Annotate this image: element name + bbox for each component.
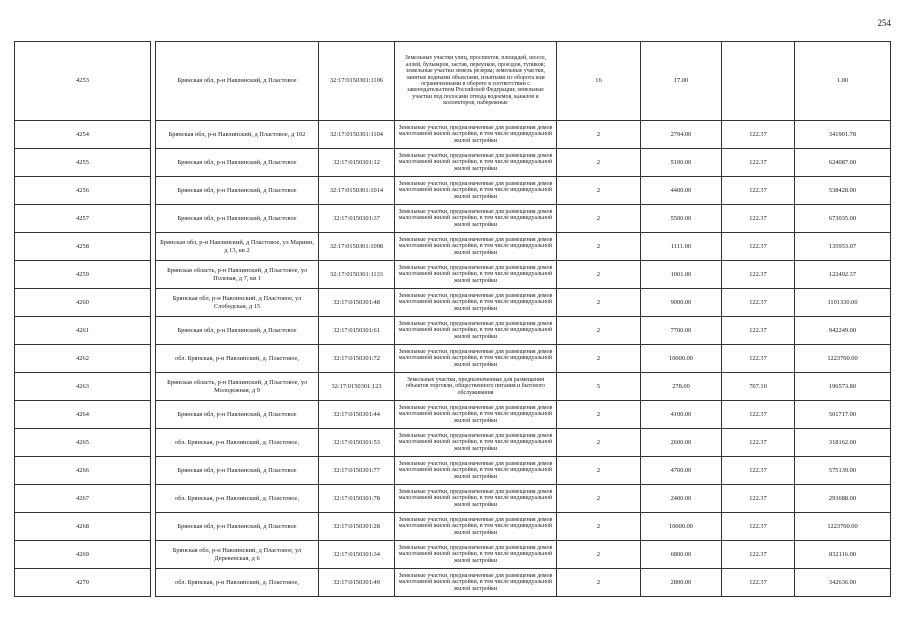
address-cell: Брянская область, р-н Навлинский, д Пластовое, ул Молодежная, д 9 xyxy=(156,373,319,401)
row-number-cell: 4263 xyxy=(15,373,151,401)
cadastral-value-cell: 832116.00 xyxy=(795,541,891,569)
table-row xyxy=(15,401,891,429)
table-row xyxy=(15,513,891,541)
area-cell: 5500.00 xyxy=(641,205,722,233)
cadastral-number-cell: 32:17:0150301:1014 xyxy=(319,177,395,205)
address-cell: Брянская обл, р-н Навлинский, д Пластовое xyxy=(156,401,319,429)
row-number-cell: 4268 xyxy=(15,513,151,541)
land-use-description-cell: Земельные участки улиц, проспектов, площадей, шоссе, аллей, бульваров, застав, переулков, проездов, тупиков; земельные участки земель резерва; земельные участки, занятые водными объектами, изъятыми из оборота или ограниченными в обороте в соответствии с законодательством Российской Федерации; земельные участки под полосами отвода водоемов, каналов и коллекторов, набережные xyxy=(395,42,557,121)
specific-value-cell: 122.37 xyxy=(722,121,795,149)
table-row xyxy=(15,233,891,261)
table-row xyxy=(15,317,891,345)
row-number-cell: 4259 xyxy=(15,261,151,289)
area-cell: 278.00 xyxy=(641,373,722,401)
cadastral-value-cell: 1101330.00 xyxy=(795,289,891,317)
row-number-cell: 4261 xyxy=(15,317,151,345)
address-cell: Брянская обл, р-н Навлинский, д Пластовое xyxy=(156,177,319,205)
table-row xyxy=(15,345,891,373)
specific-value-cell: 122.37 xyxy=(722,457,795,485)
row-number-cell: 4262 xyxy=(15,345,151,373)
land-use-description-cell: Земельные участки, предназначенные для размещения домов малоэтажной жилой застройки, в том числе индивидуальной жилой застройки xyxy=(395,457,557,485)
land-use-description-cell: Земельные участки, предназначенные для размещения домов малоэтажной жилой застройки, в том числе индивидуальной жилой застройки xyxy=(395,177,557,205)
specific-value-cell: 122.37 xyxy=(722,429,795,457)
table-row xyxy=(15,569,891,597)
specific-value-cell: 122.37 xyxy=(722,149,795,177)
area-cell: 2400.00 xyxy=(641,485,722,513)
table-row xyxy=(15,205,891,233)
group-number-cell: 2 xyxy=(557,149,641,177)
land-use-description-cell: Земельные участки, предназначенные для размещения домов малоэтажной жилой застройки, в том числе индивидуальной жилой застройки xyxy=(395,289,557,317)
area-cell: 2794.00 xyxy=(641,121,722,149)
group-number-cell: 2 xyxy=(557,261,641,289)
specific-value-cell: 707.10 xyxy=(722,373,795,401)
land-use-description-cell: Земельные участки, предназначенные для размещения домов малоэтажной жилой застройки, в том числе индивидуальной жилой застройки xyxy=(395,317,557,345)
land-use-description-cell: Земельные участки, предназначенные для размещения домов малоэтажной жилой застройки, в том числе индивидуальной жилой застройки xyxy=(395,205,557,233)
cadastral-value-cell: 341901.78 xyxy=(795,121,891,149)
address-cell: Брянская обл, р-н Навлинский, д Пластовое xyxy=(156,317,319,345)
row-number-cell: 4255 xyxy=(15,149,151,177)
cadastral-value-cell: 673035.00 xyxy=(795,205,891,233)
area-cell: 1111.00 xyxy=(641,233,722,261)
area-cell: 7700.00 xyxy=(641,317,722,345)
address-cell: обл. Брянская, р-н Навлинский, д. Пластовое, xyxy=(156,485,319,513)
specific-value-cell: 122.37 xyxy=(722,345,795,373)
row-number-cell: 4267 xyxy=(15,485,151,513)
specific-value-cell: 122.37 xyxy=(722,317,795,345)
cadastral-value-cell: 122492.37 xyxy=(795,261,891,289)
cadastral-value-cell: 942249.00 xyxy=(795,317,891,345)
area-cell: 2800.00 xyxy=(641,569,722,597)
area-cell: 10000.00 xyxy=(641,345,722,373)
specific-value-cell: 122.37 xyxy=(722,233,795,261)
cadastral-number-cell: 32:17:0150301:78 xyxy=(319,485,395,513)
specific-value-cell: 122.37 xyxy=(722,289,795,317)
area-cell: 10000.00 xyxy=(641,513,722,541)
table-row xyxy=(15,429,891,457)
area-cell: 6800.00 xyxy=(641,541,722,569)
group-number-cell: 2 xyxy=(557,541,641,569)
table-row xyxy=(15,121,891,149)
cadastral-value-cell: 196573.80 xyxy=(795,373,891,401)
cadastral-number-cell: 32:17:0150301:37 xyxy=(319,205,395,233)
group-number-cell: 2 xyxy=(557,513,641,541)
group-number-cell: 2 xyxy=(557,569,641,597)
land-use-description-cell: Земельные участки, предназначенные для размещения домов малоэтажной жилой застройки, в том числе индивидуальной жилой застройки xyxy=(395,485,557,513)
row-number-cell: 4258 xyxy=(15,233,151,261)
land-use-description-cell: Земельные участки, предназначенные для размещения домов малоэтажной жилой застройки, в том числе индивидуальной жилой застройки xyxy=(395,513,557,541)
group-number-cell: 2 xyxy=(557,401,641,429)
cadastral-number-cell: 32:17:0150301:1098 xyxy=(319,233,395,261)
cadastral-number-cell: 32:17:0150301:44 xyxy=(319,401,395,429)
cadastral-number-cell: 32:17:0150301:72 xyxy=(319,345,395,373)
cadastral-value-table xyxy=(14,41,891,597)
address-cell: Брянская обл, р-н Навлинский, д Пластовое xyxy=(156,42,319,121)
area-cell: 1001.00 xyxy=(641,261,722,289)
row-number-cell: 4260 xyxy=(15,289,151,317)
land-use-description-cell: Земельные участки, предназначенные для размещения объектов торговли, общественного питания и бытового обслуживания xyxy=(395,373,557,401)
specific-value-cell: 122.37 xyxy=(722,401,795,429)
area-cell: 4400.00 xyxy=(641,177,722,205)
land-use-description-cell: Земельные участки, предназначенные для размещения домов малоэтажной жилой застройки, в том числе индивидуальной жилой застройки xyxy=(395,429,557,457)
cadastral-value-cell: 501717.00 xyxy=(795,401,891,429)
row-number-cell: 4270 xyxy=(15,569,151,597)
cadastral-number-cell: 32:17:0150301:77 xyxy=(319,457,395,485)
area-cell: 5100.00 xyxy=(641,149,722,177)
specific-value-cell: 122.37 xyxy=(722,205,795,233)
area-cell: 17.00 xyxy=(641,42,722,121)
group-number-cell: 2 xyxy=(557,205,641,233)
group-number-cell: 16 xyxy=(557,42,641,121)
address-cell: Брянская обл, р-н Навлинский, д Пластовое, ул Деревенская, д 6 xyxy=(156,541,319,569)
cadastral-number-cell: 32:17:0150301:53 xyxy=(319,429,395,457)
address-cell: обл. Брянская, р-н Навлинский, д. Пластовое, xyxy=(156,345,319,373)
table-row xyxy=(15,42,891,121)
cadastral-value-cell: 538428.00 xyxy=(795,177,891,205)
row-number-cell: 4266 xyxy=(15,457,151,485)
row-number-cell: 4269 xyxy=(15,541,151,569)
cadastral-number-cell: 32:17:0150301:1133 xyxy=(319,261,395,289)
land-use-description-cell: Земельные участки, предназначенные для размещения домов малоэтажной жилой застройки, в том числе индивидуальной жилой застройки xyxy=(395,541,557,569)
specific-value-cell: 122.37 xyxy=(722,569,795,597)
address-cell: Брянская обл, р-н Навлинский, д Пластовое, ул Слободская, д 15 xyxy=(156,289,319,317)
group-number-cell: 2 xyxy=(557,317,641,345)
land-use-description-cell: Земельные участки, предназначенные для размещения домов малоэтажной жилой застройки, в том числе индивидуальной жилой застройки xyxy=(395,261,557,289)
specific-value-cell: 122.37 xyxy=(722,513,795,541)
area-cell: 4700.00 xyxy=(641,457,722,485)
cadastral-number-cell: 32:17:0150301:1106 xyxy=(319,42,395,121)
group-number-cell: 2 xyxy=(557,457,641,485)
cadastral-value-cell: 575139.00 xyxy=(795,457,891,485)
page-number: 254 xyxy=(877,18,891,28)
table-row xyxy=(15,261,891,289)
address-cell: Брянская обл, р-н Навлинский, д Пластовое, д 102 xyxy=(156,121,319,149)
cadastral-number-cell: 32:17:0150301:48 xyxy=(319,289,395,317)
area-cell: 4100.00 xyxy=(641,401,722,429)
land-use-description-cell: Земельные участки, предназначенные для размещения домов малоэтажной жилой застройки, в том числе индивидуальной жилой застройки xyxy=(395,345,557,373)
land-use-description-cell: Земельные участки, предназначенные для размещения домов малоэтажной жилой застройки, в том числе индивидуальной жилой застройки xyxy=(395,233,557,261)
cadastral-number-cell: 32:17:0150301:1104 xyxy=(319,121,395,149)
specific-value-cell: 122.37 xyxy=(722,261,795,289)
row-number-cell: 4254 xyxy=(15,121,151,149)
cadastral-number-cell: 32:17:0150301:12 xyxy=(319,149,395,177)
land-use-description-cell: Земельные участки, предназначенные для размещения домов малоэтажной жилой застройки, в том числе индивидуальной жилой застройки xyxy=(395,121,557,149)
address-cell: Брянская обл, р-н Навлинский, д Пластовое xyxy=(156,205,319,233)
table-row xyxy=(15,373,891,401)
area-cell: 9000.00 xyxy=(641,289,722,317)
table-row xyxy=(15,541,891,569)
cadastral-number-cell: 32:17:0150301:49 xyxy=(319,569,395,597)
address-cell: обл. Брянская, р-н Навлинский, д. Пластовое, xyxy=(156,429,319,457)
row-number-cell: 4256 xyxy=(15,177,151,205)
specific-value-cell: 122.37 xyxy=(722,541,795,569)
table-row xyxy=(15,457,891,485)
cadastral-value-cell: 342636.00 xyxy=(795,569,891,597)
cadastral-number-cell: 32:17:0150301:123 xyxy=(319,373,395,401)
address-cell: Брянская обл, р-н Навлинский, д Пластовое xyxy=(156,513,319,541)
table-row xyxy=(15,289,891,317)
address-cell: Брянская обл, р-н Навлинский, д Пластовое xyxy=(156,149,319,177)
cadastral-value-cell: 1.00 xyxy=(795,42,891,121)
table-row xyxy=(15,177,891,205)
cadastral-value-cell: 624087.00 xyxy=(795,149,891,177)
group-number-cell: 2 xyxy=(557,485,641,513)
row-number-cell: 4264 xyxy=(15,401,151,429)
cadastral-value-cell: 135953.07 xyxy=(795,233,891,261)
specific-value-cell xyxy=(722,42,795,121)
land-use-description-cell: Земельные участки, предназначенные для размещения домов малоэтажной жилой застройки, в том числе индивидуальной жилой застройки xyxy=(395,569,557,597)
cadastral-number-cell: 32:17:0150301:61 xyxy=(319,317,395,345)
specific-value-cell: 122.37 xyxy=(722,485,795,513)
table-row xyxy=(15,485,891,513)
row-number-cell: 4253 xyxy=(15,42,151,121)
address-cell: Брянская обл, р-н Навлинский, д Пластовое xyxy=(156,457,319,485)
cadastral-value-cell: 293688.00 xyxy=(795,485,891,513)
cadastral-value-cell: 318162.00 xyxy=(795,429,891,457)
cadastral-number-cell: 32:17:0150301:34 xyxy=(319,541,395,569)
row-number-cell: 4257 xyxy=(15,205,151,233)
group-number-cell: 2 xyxy=(557,233,641,261)
address-cell: Брянская область, р-н Навлинский, д Пластовое, ул Полевая, д 7, кв 1 xyxy=(156,261,319,289)
group-number-cell: 2 xyxy=(557,121,641,149)
land-use-description-cell: Земельные участки, предназначенные для размещения домов малоэтажной жилой застройки, в том числе индивидуальной жилой застройки xyxy=(395,401,557,429)
address-cell: Брянская обл, р-н Навлинский, д Пластовое, ул Мариин, д 13, кв 2 xyxy=(156,233,319,261)
group-number-cell: 2 xyxy=(557,345,641,373)
group-number-cell: 2 xyxy=(557,177,641,205)
group-number-cell: 2 xyxy=(557,289,641,317)
group-number-cell: 5 xyxy=(557,373,641,401)
area-cell: 2600.00 xyxy=(641,429,722,457)
address-cell: обл. Брянская, р-н Навлинский, д. Пластовое, xyxy=(156,569,319,597)
specific-value-cell: 122.37 xyxy=(722,177,795,205)
table-row xyxy=(15,149,891,177)
land-use-description-cell: Земельные участки, предназначенные для размещения домов малоэтажной жилой застройки, в том числе индивидуальной жилой застройки xyxy=(395,149,557,177)
cadastral-number-cell: 32:17:0150301:28 xyxy=(319,513,395,541)
row-number-cell: 4265 xyxy=(15,429,151,457)
cadastral-value-cell: 1223700.00 xyxy=(795,513,891,541)
cadastral-value-cell: 1223700.00 xyxy=(795,345,891,373)
group-number-cell: 2 xyxy=(557,429,641,457)
